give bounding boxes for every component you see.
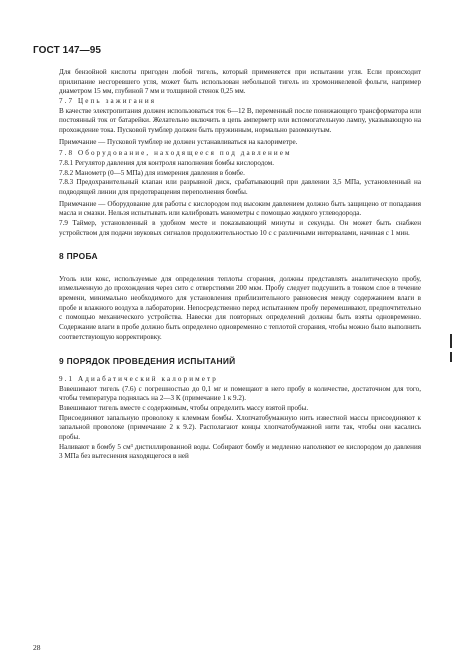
- note: Примечание — Пусковой тумблер не должен устанавливаться на калориметре.: [59, 137, 298, 146]
- section-title-procedure: 9 ПОРЯДОК ПРОВЕДЕНИЯ ИСПЫТАНИЙ: [59, 356, 236, 367]
- section-heading: 7.8 Оборудование, находящееся под давлением: [59, 149, 292, 158]
- margin-mark: [450, 334, 452, 348]
- subsection-heading: 9.1 Адиабатический калориметр: [59, 375, 218, 384]
- paragraph: Наливают в бомбу 5 см³ дистиллированной воды. Собирают бомбу и медленно наполняют ее кислородом до давления 3 МПа без вытеснения находящегося в ней: [59, 442, 421, 461]
- margin-mark: [450, 352, 452, 362]
- paragraph: В качестве электропитания должен использоваться ток 6—12 В, переменный после понижающего трансформатора или постоянный ток от батарейки. Желательно включить в цепь амперметр или вспомогательную лампу, указывающую на прохождение тока. Пусковой тумблер должен быть пружинным, нормально разомкнутым.: [59, 106, 421, 134]
- paragraph: Уголь или кокс, используемые для определения теплоты сгорания, должны представлять аналитическую пробу, измельченную до прохождения через сито с отверстиями 200 мкм. Пробу следует подсушить в тонком слое в течение времени, минимально необходимого для установления приблизительного равновесия между содержанием влаги в пробе и влажного воздуха в лаборатории. Непосредственно перед испытанием пробу перемешивают, предпочтительно с помощью механического устройства. Навески для повторных определений должны быть взяты одновременно. Содержание влаги в пробе должно быть определено одновременно с теплотой сгорания, чтобы можно было выполнить соответствующую корректировку.: [59, 274, 421, 341]
- paragraph: Присоединяют запальную проволоку к клеммам бомбы. Хлопчатобумажную нить известной массы присоединяют к запальной проволоке (примечание 2 к 9.2). Располагают концы хлопчатобумажной нити так, чтобы они касались пробы.: [59, 413, 421, 441]
- page-number: 28: [33, 643, 41, 652]
- paragraph: 7.9 Таймер, установленный в удобном месте и показывающий минуты и секунды. Он может быть снабжен устройством для подачи звуковых сигналов продолжительностью 10 с с различными интервалами, начиная с 1 мин.: [59, 218, 421, 237]
- note: Примечание — Оборудование для работы с кислородом под высоким давлением должно быть защищено от попадания масла и смазки. Нельзя испытывать или калибровать манометры с помощью жидкого углеводорода.: [59, 199, 421, 218]
- paragraph: Для бензойной кислоты пригоден любой тигель, который применяется при испытании угля. Если происходит прилипание несгоревшего угля, может быть использован небольшой тигель из хромоникелевой фольги, например диаметром 15 мм, глубиной 7 мм и толщиной стенок 0,25 мм.: [59, 68, 421, 96]
- section-heading: 7.7 Цепь зажигания: [59, 96, 157, 105]
- body-text: [59, 68, 421, 462]
- paragraph: 7.8.1 Регулятор давления для контроля наполнения бомбы кислородом.: [59, 158, 275, 167]
- paragraph: 7.8.2 Манометр (0—5 МПа) для измерения давления в бомбе.: [59, 168, 245, 177]
- section-title-proba: 8 ПРОБА: [59, 251, 98, 262]
- paragraph: Взвешивают тигель (7.6) с погрешностью до 0,1 мг и помещают в него пробу в количестве, достаточном для того, чтобы температура поднялась на 2—3 К (примечание 1 к 9.2).: [59, 384, 421, 403]
- paragraph: 7.8.3 Предохранительный клапан или разрывной диск, срабатывающий при давлении 3,5 МПа, установленный на подводящей линии для предотвращения переполнения бомбы.: [59, 178, 421, 196]
- paragraph: Взвешивают тигель вместе с содержимым, чтобы определить массу взятой пробы.: [59, 404, 309, 413]
- page-header: ГОСТ 147—95: [33, 45, 102, 56]
